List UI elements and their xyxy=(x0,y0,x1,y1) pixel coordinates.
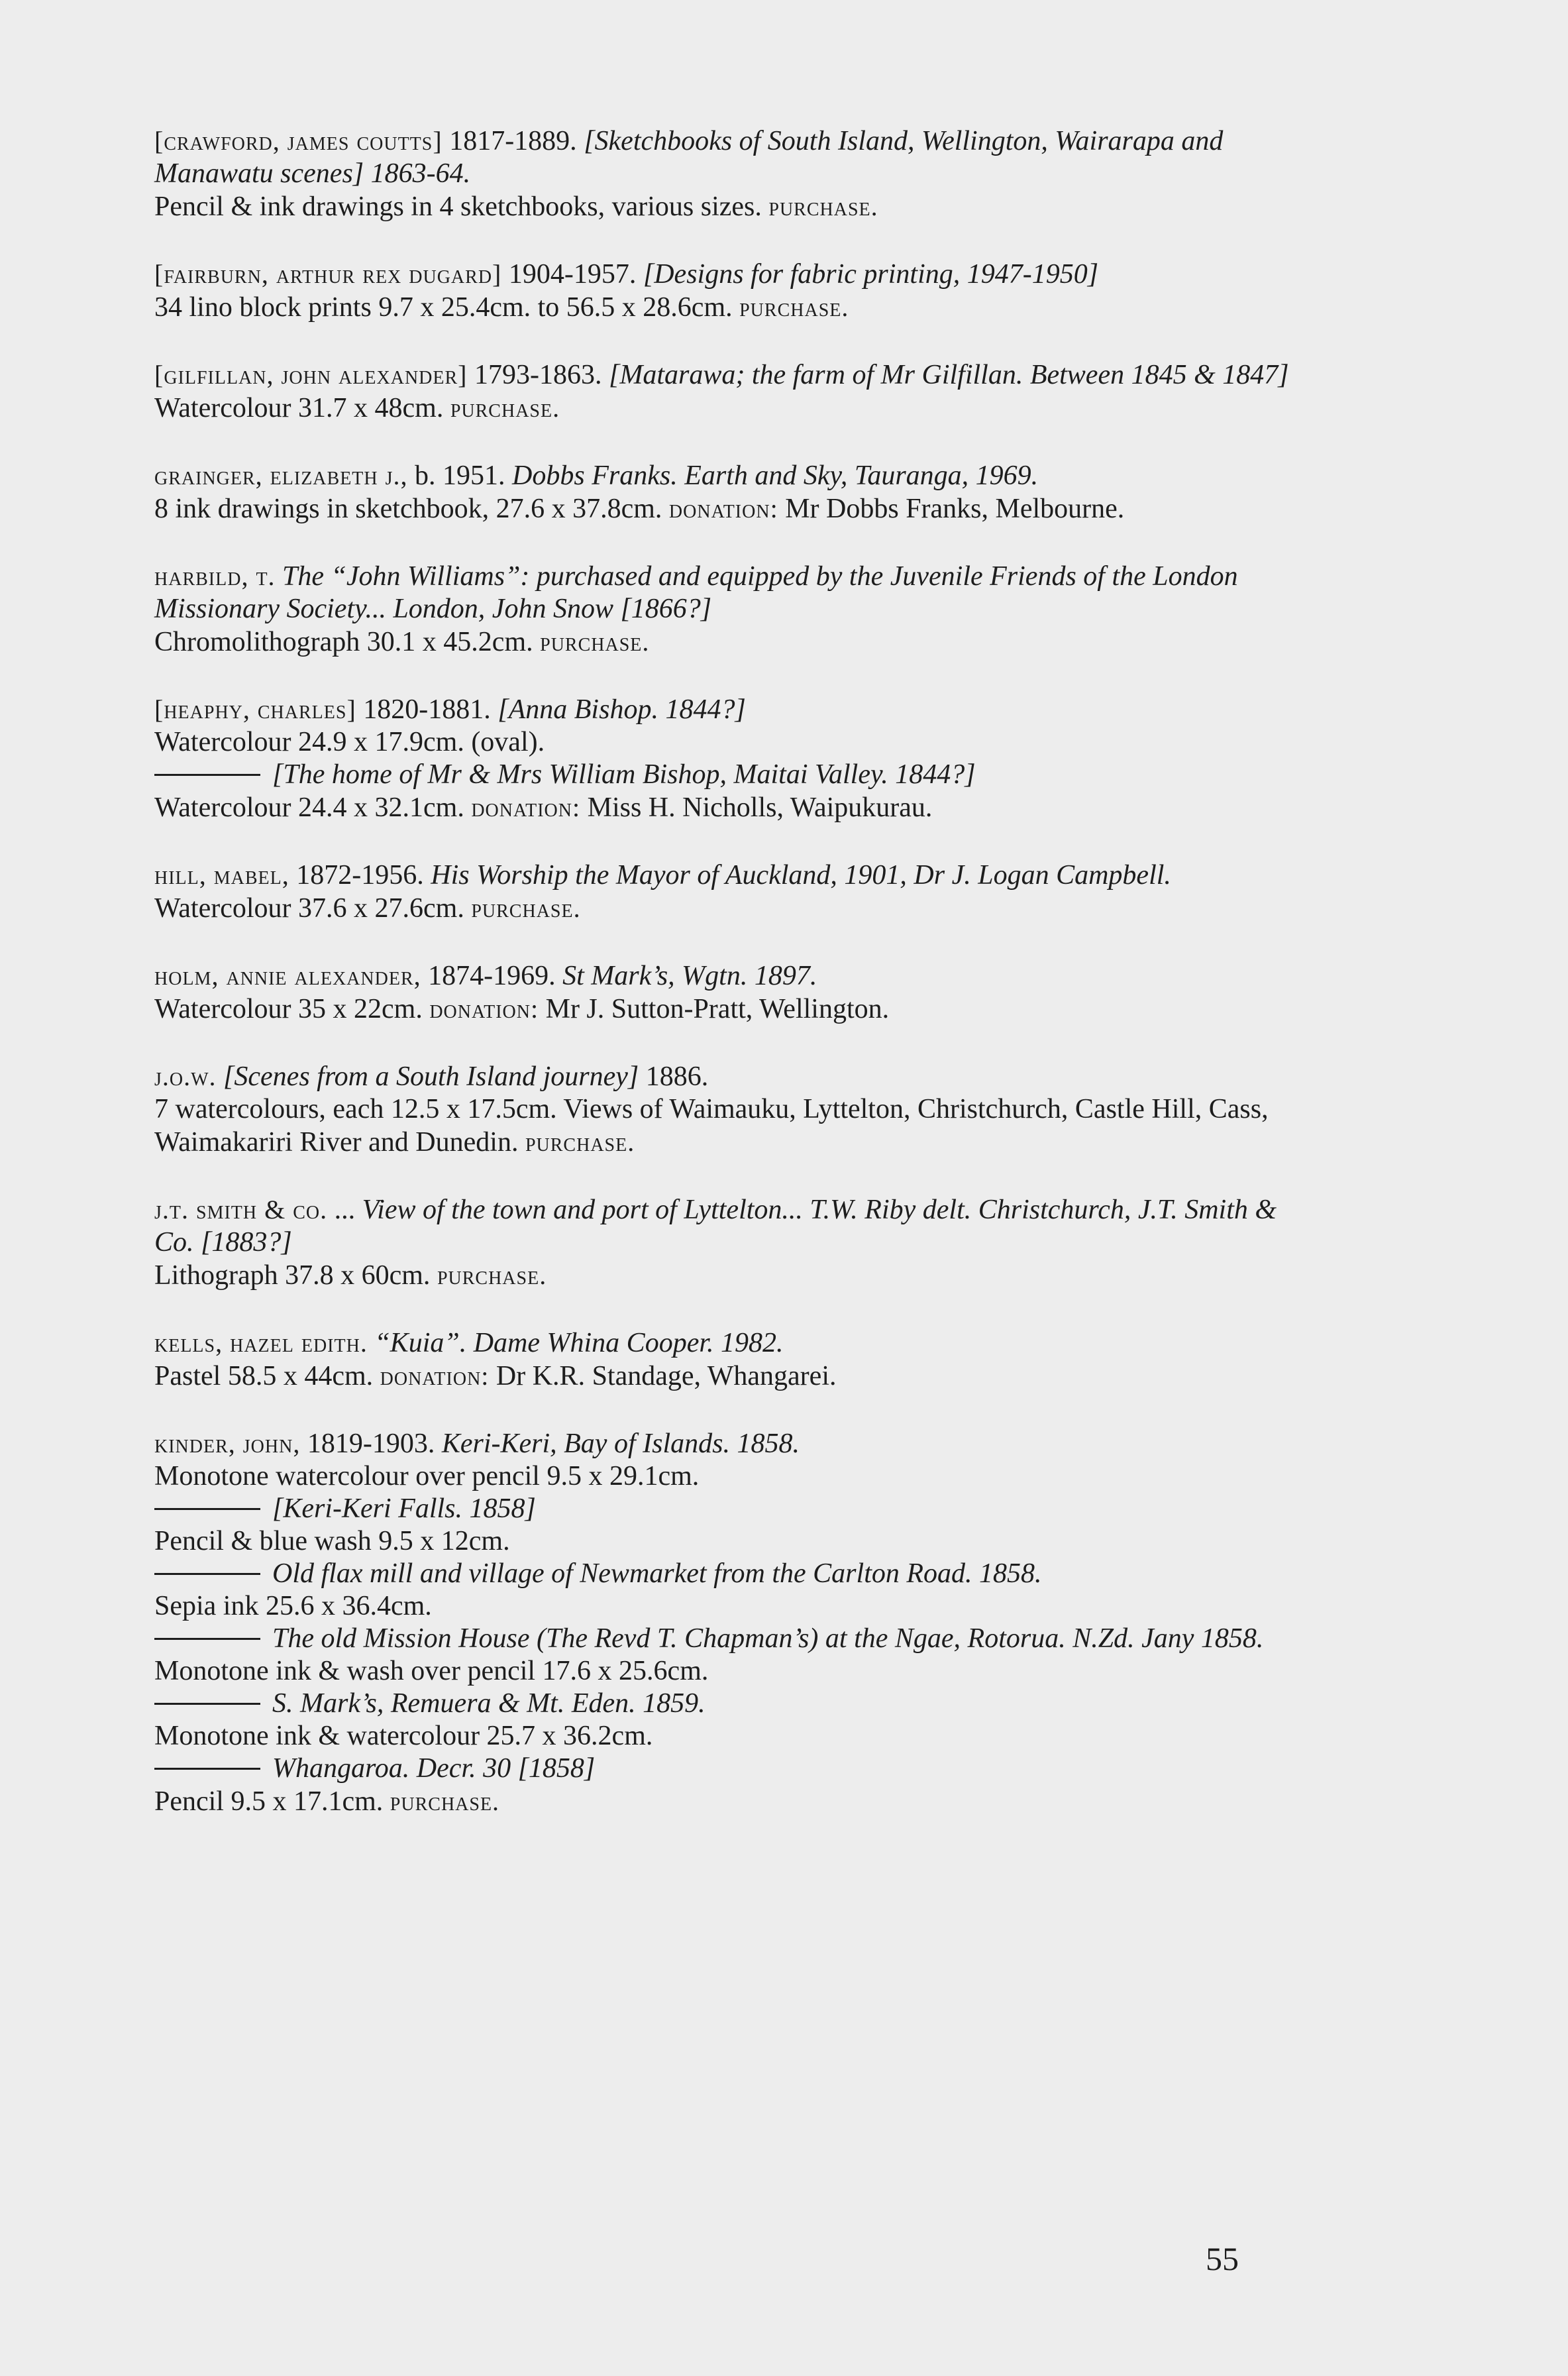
artist-dates xyxy=(368,1328,375,1358)
work-description xyxy=(154,1460,1300,1493)
entry-heading xyxy=(154,1326,1300,1360)
page-number: 55 xyxy=(1206,2240,1239,2277)
artist-name: [gilfillan, john alexander] xyxy=(154,360,468,390)
donor: Dr K.R. Standage, Whangarei. xyxy=(489,1361,837,1391)
work-title: View of the town and port of Lyttelton... T.W. Riby delt. Christchurch, J.T. Smith & Co. [1883?] xyxy=(154,1195,1277,1258)
acquisition-method: donation: xyxy=(668,494,778,523)
artist-dates xyxy=(217,1061,224,1092)
work-description xyxy=(154,190,1300,223)
artist-name: [heaphy, charles] xyxy=(154,694,356,724)
ditto-rule xyxy=(154,774,260,776)
entry-heading xyxy=(154,859,1300,892)
work-title: The “John Williams”: purchased and equipped by the Juvenile Friends of the London Missionary Society... London, John Snow [1866?] xyxy=(154,561,1238,624)
medium-dimensions: 34 lino block prints 9.7 x 25.4cm. to 56.5 x 28.6cm. xyxy=(154,292,740,323)
work-title: [The home of Mr & Mrs William Bishop, Maitai Valley. 1844?] xyxy=(272,759,976,790)
additional-work-title xyxy=(154,1558,1300,1590)
catalogue-entry xyxy=(154,1060,1300,1159)
work-description xyxy=(154,892,1300,925)
work-description xyxy=(154,1720,1300,1753)
donor: Mr J. Sutton-Pratt, Wellington. xyxy=(539,994,890,1024)
medium-dimensions: Lithograph 37.8 x 60cm. xyxy=(154,1260,437,1291)
artist-name: kinder, john, xyxy=(154,1429,301,1458)
catalogue-entry xyxy=(154,859,1300,925)
additional-work-title xyxy=(154,1493,1300,1525)
work-title: [Sketchbooks of South Island, Wellington, Wairarapa and Manawatu scenes] 1863-64. xyxy=(154,126,1224,189)
catalogue-page xyxy=(154,125,1300,1853)
entry-heading xyxy=(154,459,1300,492)
artist-dates: 1872-1956. xyxy=(289,860,431,891)
additional-work-title xyxy=(154,1688,1300,1720)
medium-dimensions: Monotone watercolour over pencil 9.5 x 29.1cm. xyxy=(154,1461,700,1491)
catalogue-entry xyxy=(154,1427,1300,1818)
entry-heading xyxy=(154,693,1300,726)
artist-dates: 1817-1889. xyxy=(442,126,584,156)
entry-heading xyxy=(154,358,1300,392)
entry-heading xyxy=(154,560,1300,625)
medium-dimensions: Monotone ink & wash over pencil 17.6 x 25.6cm. xyxy=(154,1656,709,1686)
work-title: St Mark’s, Wgtn. 1897. xyxy=(562,961,817,991)
work-title: The old Mission House (The Revd T. Chapman’s) at the Ngae, Rotorua. N.Zd. Jany 1858. xyxy=(272,1623,1264,1654)
work-description xyxy=(154,993,1300,1026)
ditto-rule xyxy=(154,1508,260,1510)
donor: Miss H. Nicholls, Waipukurau. xyxy=(580,792,933,823)
medium-dimensions: 8 ink drawings in sketchbook, 27.6 x 37.8cm. xyxy=(154,494,669,524)
acquisition-method: purchase. xyxy=(525,1127,635,1157)
medium-dimensions: Monotone ink & watercolour 25.7 x 36.2cm. xyxy=(154,1721,653,1751)
artist-dates: ... xyxy=(327,1195,362,1225)
additional-work-title xyxy=(154,1623,1300,1655)
acquisition-method: purchase. xyxy=(390,1786,500,1816)
work-title: Old flax mill and village of Newmarket from the Carlton Road. 1858. xyxy=(272,1558,1042,1589)
entry-heading xyxy=(154,258,1300,291)
artist-name: harbild, t. xyxy=(154,561,276,591)
catalogue-entry xyxy=(154,1193,1300,1292)
medium-dimensions: Watercolour 24.4 x 32.1cm. xyxy=(154,792,472,823)
work-title: Dobbs Franks. Earth and Sky, Tauranga, 1969. xyxy=(512,460,1039,491)
acquisition-method: purchase. xyxy=(450,393,560,423)
work-description xyxy=(154,625,1300,659)
acquisition-method: donation: xyxy=(429,994,539,1024)
entry-heading xyxy=(154,1193,1300,1259)
artist-name: j.o.w. xyxy=(154,1061,217,1091)
work-description xyxy=(154,1785,1300,1818)
ditto-rule xyxy=(154,1768,260,1770)
artist-name: holm, annie alexander, xyxy=(154,961,421,991)
ditto-rule xyxy=(154,1638,260,1640)
work-description xyxy=(154,1655,1300,1688)
work-description xyxy=(154,1093,1300,1159)
ditto-rule xyxy=(154,1703,260,1705)
acquisition-method: donation: xyxy=(471,792,581,822)
work-title: [Designs for fabric printing, 1947-1950] xyxy=(643,259,1099,290)
work-title: Whangaroa. Decr. 30 [1858] xyxy=(272,1753,596,1784)
medium-dimensions: Pencil & blue wash 9.5 x 12cm. xyxy=(154,1526,510,1556)
work-description xyxy=(154,1525,1300,1558)
medium-dimensions: 7 watercolours, each 12.5 x 17.5cm. Views of Waimauku, Lyttelton, Christchurch, Castle Hill, Cass, Waimakariri River and Dunedin. xyxy=(154,1094,1269,1158)
artist-dates: 1793-1863. xyxy=(467,360,609,390)
medium-dimensions: Pencil 9.5 x 17.1cm. xyxy=(154,1786,390,1817)
acquisition-method: purchase. xyxy=(471,893,581,923)
medium-dimensions: Watercolour 37.6 x 27.6cm. xyxy=(154,893,472,924)
work-description xyxy=(154,1259,1300,1292)
work-description xyxy=(154,791,1300,824)
work-title: [Keri-Keri Falls. 1858] xyxy=(272,1493,536,1524)
medium-dimensions: Watercolour 24.9 x 17.9cm. (oval). xyxy=(154,727,545,757)
artist-dates: 1874-1969. xyxy=(421,961,563,991)
work-title: Keri-Keri, Bay of Islands. 1858. xyxy=(441,1429,800,1459)
work-title: “Kuia”. Dame Whina Cooper. 1982. xyxy=(374,1328,784,1358)
entry-heading xyxy=(154,959,1300,993)
work-title: [Matarawa; the farm of Mr Gilfillan. Between 1845 & 1847] xyxy=(608,360,1289,390)
medium-dimensions: Sepia ink 25.6 x 36.4cm. xyxy=(154,1591,432,1621)
work-year: 1886. xyxy=(639,1061,709,1092)
entry-heading xyxy=(154,1060,1300,1093)
work-description xyxy=(154,392,1300,425)
work-description xyxy=(154,291,1300,324)
artist-name: [fairburn, arthur rex dugard] xyxy=(154,259,502,289)
work-title: His Worship the Mayor of Auckland, 1901, Dr J. Logan Campbell. xyxy=(431,860,1171,891)
artist-name: j.t. smith & co. xyxy=(154,1195,328,1224)
work-title: [Anna Bishop. 1844?] xyxy=(497,694,746,725)
catalogue-entry xyxy=(154,459,1300,525)
acquisition-method: purchase. xyxy=(739,292,849,322)
acquisition-method: purchase. xyxy=(540,627,650,657)
work-description xyxy=(154,492,1300,525)
artist-dates: b. 1951. xyxy=(407,460,513,491)
catalogue-entry xyxy=(154,693,1300,824)
work-description xyxy=(154,1360,1300,1393)
artist-dates xyxy=(276,561,283,592)
catalogue-entry xyxy=(154,358,1300,425)
donor: Mr Dobbs Franks, Melbourne. xyxy=(778,494,1125,524)
artist-name: grainger, elizabeth j., xyxy=(154,460,408,490)
medium-dimensions: Pencil & ink drawings in 4 sketchbooks, various sizes. xyxy=(154,191,769,222)
medium-dimensions: Watercolour 35 x 22cm. xyxy=(154,994,430,1024)
artist-name: [crawford, james coutts] xyxy=(154,126,443,156)
artist-dates: 1820-1881. xyxy=(356,694,498,725)
artist-name: kells, hazel edith. xyxy=(154,1328,368,1358)
medium-dimensions: Chromolithograph 30.1 x 45.2cm. xyxy=(154,627,541,657)
medium-dimensions: Pastel 58.5 x 44cm. xyxy=(154,1361,380,1391)
artist-dates: 1819-1903. xyxy=(300,1429,442,1459)
entry-heading xyxy=(154,125,1300,190)
work-description xyxy=(154,1590,1300,1623)
artist-dates: 1904-1957. xyxy=(501,259,643,290)
catalogue-entry xyxy=(154,959,1300,1026)
catalogue-entry xyxy=(154,1326,1300,1393)
entry-heading xyxy=(154,1427,1300,1460)
ditto-rule xyxy=(154,1573,260,1575)
acquisition-method: purchase. xyxy=(768,191,878,221)
artist-name: hill, mabel, xyxy=(154,860,289,890)
medium-dimensions: Watercolour 31.7 x 48cm. xyxy=(154,393,450,423)
additional-work-title xyxy=(154,1753,1300,1785)
acquisition-method: purchase. xyxy=(437,1260,547,1290)
work-description xyxy=(154,726,1300,759)
additional-work-title xyxy=(154,759,1300,791)
catalogue-entry xyxy=(154,125,1300,223)
acquisition-method: donation: xyxy=(380,1361,490,1391)
work-title: [Scenes from a South Island journey] xyxy=(223,1061,639,1092)
catalogue-entry xyxy=(154,560,1300,659)
work-title: S. Mark’s, Remuera & Mt. Eden. 1859. xyxy=(272,1688,706,1719)
catalogue-entry xyxy=(154,258,1300,324)
